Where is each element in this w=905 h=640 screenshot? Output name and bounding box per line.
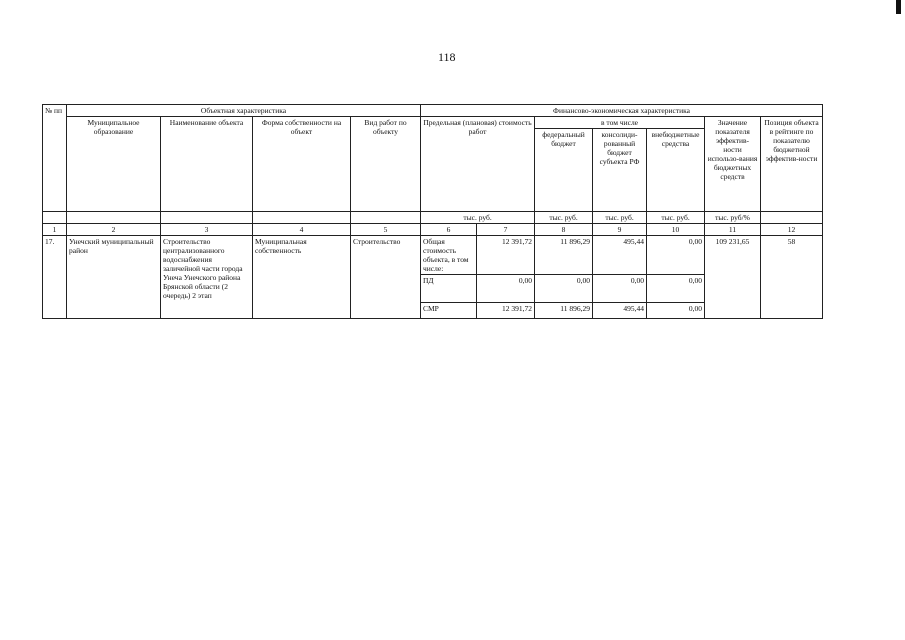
header-finance-group: Финансово-экономическая характеристика: [421, 105, 823, 117]
unit-blank: [161, 212, 253, 224]
sub-consolidated: 495,44: [593, 303, 647, 319]
row-municipality: Унечский муниципальный район: [67, 236, 161, 319]
col-number: 10: [647, 224, 705, 236]
col-number: 6: [421, 224, 477, 236]
unit-consolidated: тыс. руб.: [593, 212, 647, 224]
page-number: 118: [438, 50, 456, 64]
unit-extra: тыс. руб.: [647, 212, 705, 224]
units-row: [43, 212, 823, 224]
header-ownership: Форма собственности на объект: [253, 117, 351, 212]
sub-total: 12 391,72: [477, 303, 535, 319]
sub-label: ПД: [421, 275, 477, 303]
sub-extra: 0,00: [647, 236, 705, 275]
header-object-group: Объектная характеристика: [67, 105, 421, 117]
unit-blank: [67, 212, 161, 224]
sub-federal: 11 896,29: [535, 236, 593, 275]
header-including: в том числе: [535, 117, 705, 129]
col-number: 1: [43, 224, 67, 236]
sub-total: 12 391,72: [477, 236, 535, 275]
header-npp: № пп: [43, 105, 67, 212]
col-number: 3: [161, 224, 253, 236]
unit-blank: [43, 212, 67, 224]
unit-blank: [253, 212, 351, 224]
unit-efficiency: тыс. руб/%: [705, 212, 761, 224]
col-number: 2: [67, 224, 161, 236]
unit-federal: тыс. руб.: [535, 212, 593, 224]
unit-blank: [761, 212, 823, 224]
sub-total: 0,00: [477, 275, 535, 303]
col-number: 9: [593, 224, 647, 236]
col-number: 12: [761, 224, 823, 236]
sub-extra: 0,00: [647, 275, 705, 303]
header-consolidated: консолиди-рованный бюджет субъекта РФ: [593, 129, 647, 212]
row-object-name: Строительство централизованного водоснабжения заличейной части города Унеча Унечского района Брянской области (2 очередь) 2 этап: [161, 236, 253, 319]
header-planned-cost: Предельная (плановая) стоимость работ: [421, 117, 535, 212]
header-work-type: Вид работ по объекту: [351, 117, 421, 212]
col-number: 5: [351, 224, 421, 236]
header-row-columns: [43, 117, 823, 129]
objects-table: [42, 104, 823, 319]
row-npp: 17.: [43, 236, 67, 319]
row-ownership: Муниципальная собственность: [253, 236, 351, 319]
sub-label: СМР: [421, 303, 477, 319]
col-number: 4: [253, 224, 351, 236]
row-rating: 58: [761, 236, 823, 319]
col-number: 7: [477, 224, 535, 236]
header-efficiency: Значение показателя эффектив-ности использо-вания бюджетных средств: [705, 117, 761, 212]
sub-consolidated: 495,44: [593, 236, 647, 275]
unit-blank: [351, 212, 421, 224]
header-rating: Позиция объекта в рейтинге по показателю бюджетной эффектив-ности: [761, 117, 823, 212]
header-object-name: Наименование объекта: [161, 117, 253, 212]
scan-edge-mark: [896, 0, 901, 14]
sub-federal: 0,00: [535, 275, 593, 303]
header-extra-budget: внебюджетные средства: [647, 129, 705, 212]
column-numbers-row: [43, 224, 823, 236]
sub-extra: 0,00: [647, 303, 705, 319]
header-row-groups: [43, 105, 823, 117]
sub-consolidated: 0,00: [593, 275, 647, 303]
header-municipality: Муниципальное образование: [67, 117, 161, 212]
sub-federal: 11 896,29: [535, 303, 593, 319]
col-number: 8: [535, 224, 593, 236]
col-number: 11: [705, 224, 761, 236]
row-work-type: Строительство: [351, 236, 421, 319]
row-efficiency: 109 231,65: [705, 236, 761, 319]
sub-label: Общая стоимость объекта, в том числе:: [421, 236, 477, 275]
unit-planned: тыс. руб.: [421, 212, 535, 224]
header-federal: федеральный бюджет: [535, 129, 593, 212]
table-row: [43, 236, 823, 275]
